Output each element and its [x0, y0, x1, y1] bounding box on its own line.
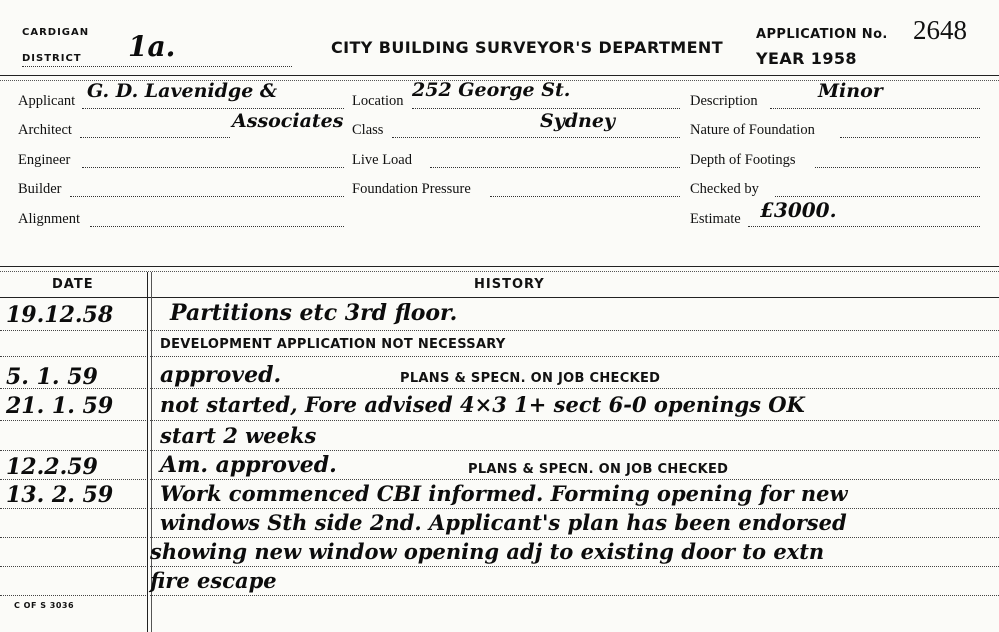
alignment-label: Alignment [18, 211, 81, 227]
history-rule [150, 450, 999, 451]
builder-label: Builder [18, 181, 62, 197]
history-rule [150, 420, 999, 421]
entry-text: Work commenced CBI informed. Forming opening for new [160, 481, 848, 506]
entry-text: windows Sth side 2nd. Applicant's plan has been endorsed [160, 510, 847, 535]
architect-label: Architect [18, 122, 72, 138]
entry-text: fire escape [150, 568, 277, 593]
builder-line [70, 196, 344, 197]
location-value: 252 George St. [412, 79, 571, 101]
class-line [392, 137, 680, 138]
district-underline [22, 66, 292, 67]
district-label-bottom: DISTRICT [22, 53, 82, 64]
year-label: YEAR 1958 [756, 49, 857, 68]
table-header-rule [0, 297, 999, 298]
description-label: Description [690, 93, 758, 109]
live-load-label: Live Load [352, 152, 412, 168]
history-column-header: HISTORY [474, 277, 545, 292]
location-label: Location [352, 93, 404, 109]
date-rule [0, 566, 146, 567]
applicant-value: G. D. Lavenidge & [87, 80, 278, 102]
district-value: 1a. [128, 30, 176, 63]
location-line [412, 108, 680, 109]
header-rule [0, 75, 999, 76]
entry-text: showing new window opening adj to existing door to extn [150, 539, 825, 564]
history-rule [150, 566, 999, 567]
history-rule [150, 356, 999, 357]
date-rule [0, 537, 146, 538]
entry-stamp: PLANS & SPECN. ON JOB CHECKED [400, 371, 661, 386]
entry-stamp: PLANS & SPECN. ON JOB CHECKED [468, 462, 729, 477]
district-label-top: CARDIGAN [22, 27, 90, 38]
description-value: Minor [818, 80, 883, 102]
entry-date: 13. 2. 59 [6, 482, 114, 508]
entry-date: 5. 1. 59 [6, 364, 98, 390]
table-top-rule-2 [0, 271, 999, 272]
date-rule [0, 450, 146, 451]
entry-text: approved. [160, 362, 282, 388]
checked-by-label: Checked by [690, 181, 759, 197]
nature-of-foundation-line [840, 137, 980, 138]
history-rule [150, 508, 999, 509]
entry-text: not started, Fore advised 4×3 1+ sect 6-0 openings OK [160, 392, 805, 417]
engineer-line [82, 167, 344, 168]
applicant-label: Applicant [18, 93, 76, 109]
date-rule [0, 330, 146, 331]
foundation-pressure-label: Foundation Pressure [352, 181, 471, 197]
history-rule [150, 595, 999, 596]
checked-by-line [775, 196, 980, 197]
date-rule [0, 356, 146, 357]
date-rule [0, 420, 146, 421]
depth-of-footings-label: Depth of Footings [690, 152, 796, 168]
table-top-rule [0, 266, 999, 267]
entry-date: 21. 1. 59 [6, 393, 114, 419]
applicant-value-2: Associates [232, 110, 344, 132]
entry-date: 12.2.59 [6, 454, 98, 480]
entry-text: start 2 weeks [160, 423, 317, 448]
entry-date: 19.12.58 [6, 302, 114, 328]
alignment-line [90, 226, 344, 227]
date-rule [0, 508, 146, 509]
foundation-pressure-line [490, 196, 680, 197]
live-load-line [430, 167, 680, 168]
history-rule [150, 330, 999, 331]
date-rule [0, 595, 146, 596]
date-column-divider [147, 272, 148, 632]
entry-text: Am. approved. [160, 452, 337, 478]
application-number: 2648 [913, 15, 967, 45]
entry-text: Partitions etc 3rd floor. [170, 300, 458, 326]
history-rule [150, 537, 999, 538]
depth-of-footings-line [815, 167, 980, 168]
application-label: APPLICATION No. [756, 27, 888, 42]
applicant-line [82, 108, 344, 109]
history-rule [150, 388, 999, 389]
department-title: CITY BUILDING SURVEYOR'S DEPARTMENT [331, 38, 724, 57]
description-line [770, 108, 980, 109]
class-value: Sydney [540, 110, 615, 132]
nature-of-foundation-label: Nature of Foundation [690, 122, 815, 138]
estimate-label: Estimate [690, 211, 741, 227]
form-code: C OF S 3036 [14, 601, 75, 610]
estimate-line [748, 226, 980, 227]
engineer-label: Engineer [18, 152, 71, 168]
class-label: Class [352, 122, 384, 138]
estimate-value: £3000. [760, 198, 837, 222]
architect-line [80, 137, 230, 138]
date-column-header: DATE [52, 277, 94, 292]
history-rule [150, 479, 999, 480]
entry-stamp: DEVELOPMENT APPLICATION NOT NECESSARY [160, 337, 506, 352]
